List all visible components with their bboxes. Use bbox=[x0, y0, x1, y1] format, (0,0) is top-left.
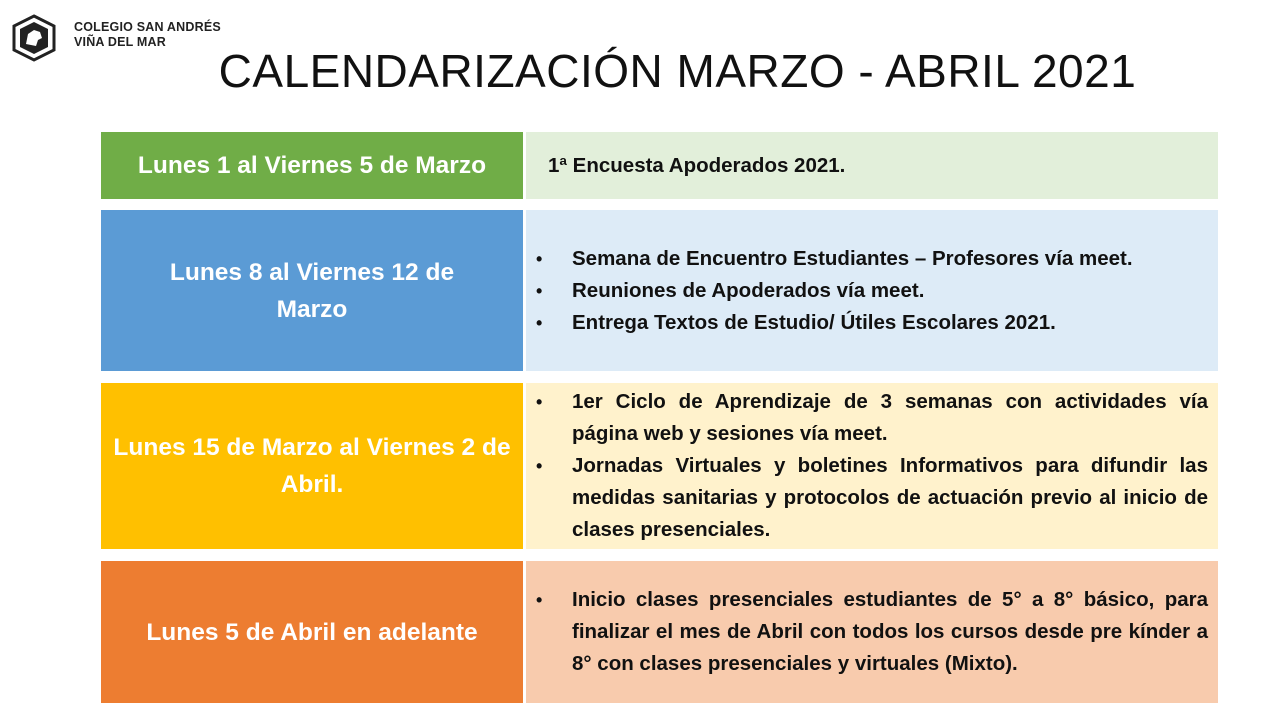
schedule-row-1 bbox=[101, 132, 1218, 199]
activity-cell bbox=[526, 132, 1218, 199]
school-name-line1: COLEGIO SAN ANDRÉS bbox=[74, 20, 221, 34]
school-name-line2: VIÑA DEL MAR bbox=[74, 35, 166, 49]
page-title: CALENDARIZACIÓN MARZO - ABRIL 2021 bbox=[218, 45, 1137, 97]
schedule-row-2 bbox=[101, 210, 1218, 371]
period-cell: Lunes 1 al Viernes 5 de Marzo bbox=[101, 132, 523, 199]
activity-cell bbox=[526, 383, 1218, 549]
activity-cell bbox=[526, 561, 1218, 703]
schedule-row-3 bbox=[101, 383, 1218, 549]
list-item: • Jornadas Virtuales y boletines Informativos para difundir las medidas sanitarias y protocolos de actuación previo al inicio de clases presenciales. bbox=[536, 450, 1208, 546]
period-cell: Lunes 15 de Marzo al Viernes 2 de Abril. bbox=[101, 383, 523, 549]
list-item: • Entrega Textos de Estudio/ Útiles Escolares 2021. bbox=[536, 307, 1208, 339]
list-item: • Reuniones de Apoderados vía meet. bbox=[536, 275, 1208, 307]
schedule-row-4 bbox=[101, 561, 1218, 703]
activity-list bbox=[536, 386, 1208, 546]
period-cell: Lunes 5 de Abril en adelante bbox=[101, 561, 523, 703]
activity-list bbox=[536, 243, 1208, 339]
activity-cell bbox=[526, 210, 1218, 371]
list-item: • Semana de Encuentro Estudiantes – Profesores vía meet. bbox=[536, 243, 1208, 275]
list-item: • 1er Ciclo de Aprendizaje de 3 semanas con actividades vía página web y sesiones vía meet. bbox=[536, 386, 1208, 450]
activity-list bbox=[536, 584, 1208, 680]
list-item: • Inicio clases presenciales estudiantes de 5° a 8° básico, para finalizar el mes de Abril con todos los cursos desde pre kínder a 8° con clases presenciales y virtuales (Mixto). bbox=[536, 584, 1208, 680]
period-cell: Lunes 8 al Viernes 12 de Marzo bbox=[101, 210, 523, 371]
activity-text: 1ª Encuesta Apoderados 2021. bbox=[548, 153, 846, 177]
